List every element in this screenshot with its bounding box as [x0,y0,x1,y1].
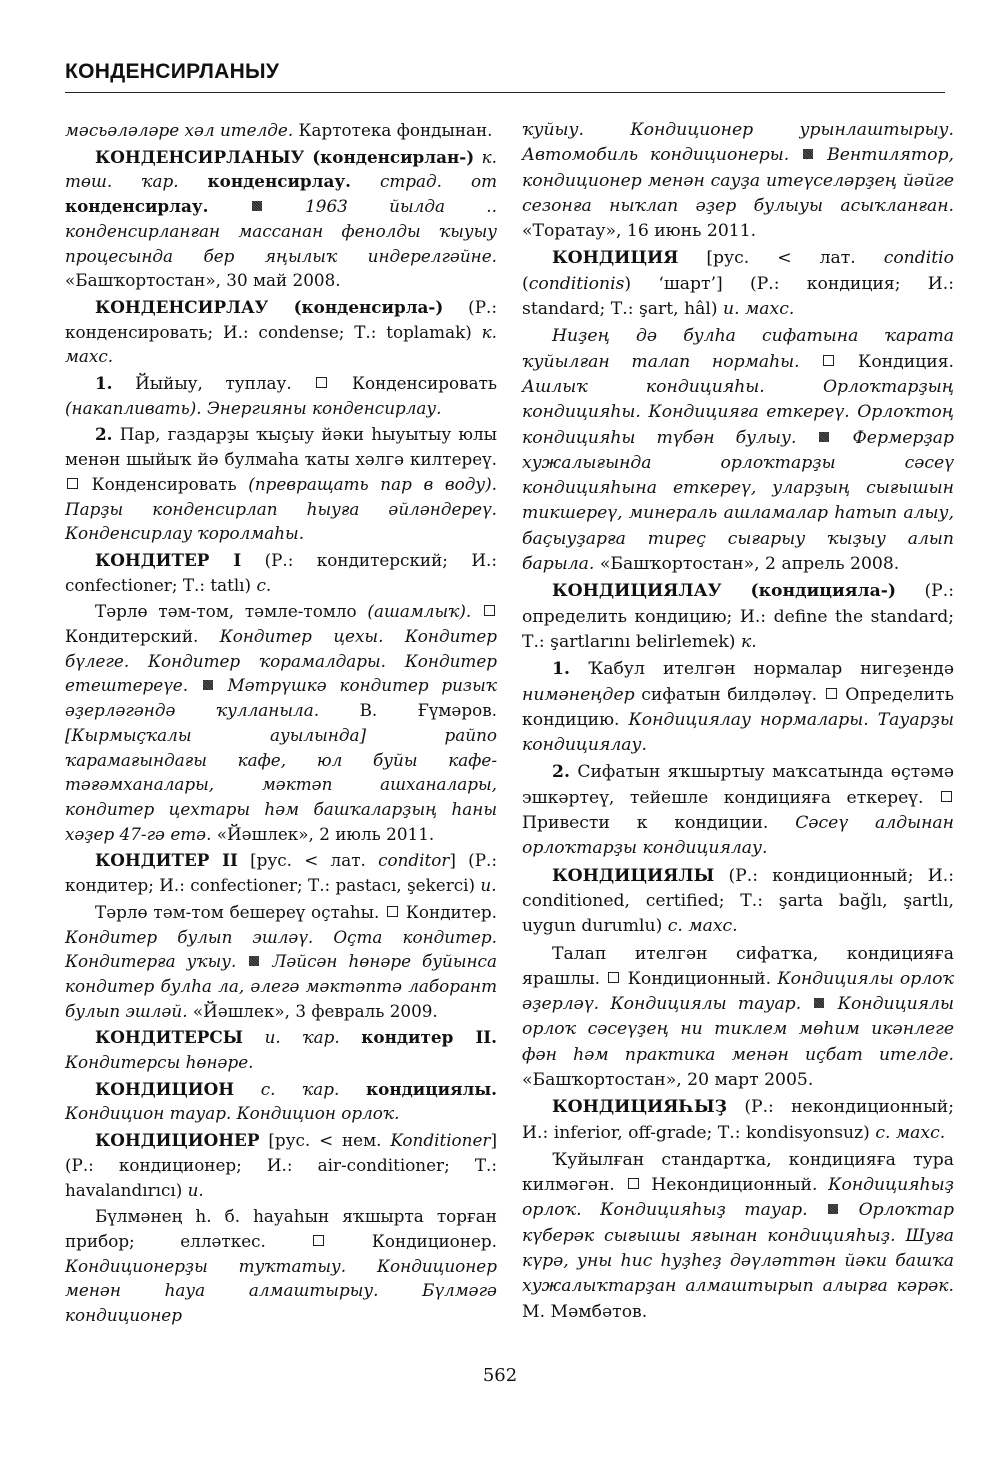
definition: Бүлмәнең һ. б. һауаһын яҡшырта торған прибор; елләткес. Кондиционер. Кондиционерҙы туҡтатыу. Кондиционер менән һауа алмаштырыу. Бүлмәгә кондиционер [65,1206,497,1326]
entry-kondiciyaly: КОНДИЦИЯЛЫ (Р.: кондиционный; И.: conditioned, certified; Т.: şarta bağlı, şartlı, uygun durumlu) с. махс. [522,865,954,937]
sense-2: 2. Сифатын яҡшыртыу маҡсатында өҫтәмә эшкәртеү, тейешле кондицияға еткереү. Привести к кондиции. Сәсеү алдынан орлоҡтарҙы кондициялау. [522,762,954,859]
entry-kondiciya: КОНДИЦИЯ [рус. < лат. conditio (conditionis) ‘шарт’] (Р.: кондиция; И.: standard; Т.: şart, hâl) и. махс. [522,248,954,320]
headword: КОНДЕНСИРЛАНЫУ (конденсирлан-) [95,146,475,167]
translation-marker-icon [484,605,495,616]
entry-kondensirlau: КОНДЕНСИРЛАУ (конденсирла-) (Р.: конденсировать; И.: condense; Т.: toplamak) к. махс. [65,296,497,367]
definition: Тәрлө тәм-том, тәмле-томло (ашамлыҡ). Кондитерский. Кондитер цехы. Кондитер бүлеге. Кондитер ҡорамалдары. Кондитер етештереүе. Мәтрүшкә кондитер ризыҡ әҙерләгәндә ҡулланыла. В. Ғүмәров. [Кырмыҫҡалы ауылында] райпо ҡарамағындағы кафе, юл буйы кафе-тәғәмханалары, мәктәп ашханалары, кондитер цехтары һәм башҡаларҙың һаны хәҙер 47-гә етә. «Йәшлек», 2 июль 2011. [65,601,497,844]
headword: КОНДИЦИЯЛАУ (кондицияла-) [552,581,896,602]
entry-kondensirlanyu: КОНДЕНСИРЛАНЫУ (конденсирлан-) к. төш. ҡар. конденсирлау. страд. от конденсирлау. 1963 йылда .. конденсирланған массанан фенолды ҡыуыу процесында бер яңылыҡ индерелгәйне. «Башҡортостан», 30 май 2008. [65,146,497,291]
translation-marker-icon [67,478,78,489]
headword: КОНДИТЕРСЫ [95,1027,243,1048]
definition: Ниҙең дә булһа сифатына ҡарата ҡуйылған талап нормаһы. Кондиция. Ашлыҡ кондицияһы. Орлоҡтарҙың кондицияһы. Кондицияға еткереү. Орлоҡтоң кондицияһы түбән булыу. Фермерҙар хужалығында орлоҡтарҙы сәсеү кондицияһына еткереү, уларҙың сығышын тикшереү, минераль ашламалар һатып алыу, баҫыуҙарға тиреҫ сығарыу ҡыҙыу алып барыла. «Башҡортостан», 2 апрель 2008. [522,326,955,575]
page-header [65,60,945,93]
sense-1: 1. Йыйыу, туплау. Конденсировать (накапливать). Энергияны конденсирлау. [65,373,498,418]
example-marker-icon [814,998,824,1008]
entry-continuation: ҡуйыу. Кондиционер урынлаштырыу. Автомобиль кондиционеры. Вентилятор, кондиционер менән сауҙа итеүселәрҙең йәйге сезонға ныҡлап әҙер булыуы асыҡланған. «Торатау», 16 июнь 2011. [522,120,954,242]
headword: КОНДИЦИЯЛЫ [552,865,715,886]
translation-marker-icon [941,791,952,802]
entry-kondicioner: КОНДИЦИОНЕР [рус. < нем. Konditioner] (Р.: кондиционер; И.: air-conditioner; Т.: havalandırıcı) и. [65,1130,497,1200]
headword: КОНДИЦИЯҺЫҘ [552,1097,728,1118]
translation-marker-icon [316,377,327,388]
translation-marker-icon [628,1178,639,1189]
headword: КОНДИТЕР I [95,549,242,570]
entry-konditer-1: КОНДИТЕР I (Р.: кондитерский; И.: confectioner; Т.: tatlı) с. [65,549,497,595]
entry-kondiciyahyz: КОНДИЦИЯҺЫҘ (Р.: некондиционный; И.: inferior, off-grade; Т.: kondisyonsuz) с. махс. [522,1097,954,1143]
example-marker-icon [819,432,829,442]
example-marker-icon [203,680,213,690]
entry-konditersy: КОНДИТЕРСЫ и. ҡар. кондитер II. Кондитерсы һөнәре. [65,1027,497,1073]
example-marker-icon [803,149,813,159]
example-marker-icon [828,1204,838,1214]
translation-marker-icon [387,906,398,917]
headword: КОНДЕНСИРЛАУ (конденсирла-) [95,296,444,317]
definition: Тәрлө тәм-том бешереү оҫтаһы. Кондитер. Кондитер булып эшләү. Оҫта кондитер. Кондитерға уҡыу. Ләйсән һөнәре буйынса кондитер булһа ла, әлегә мәктәптә лаборант булып эшләй. «Йәшлек», 3 февраль 2009. [65,901,498,1021]
headword: КОНДИЦИОНЕР [95,1130,260,1151]
right-column [522,118,954,1327]
sense-1: 1. Ҡабул ителгән нормалар нигеҙендә нимәнеңдер сифатын билдәләү. Определить кондицию. Кондициялау нормалары. Тауарҙы кондициялау. [522,659,955,756]
page-number: 562 [482,1365,518,1386]
definition: Талап ителгән сифатҡа, кондицияға ярашлы. Кондиционный. Кондициялы орлоҡ әҙерләү. Кондициялы тауар. Кондициялы орлоҡ сәсеүҙең ни тиклем мөһим икәнлеге фән һәм практика менән иҫбат ителде. «Башҡортостан», 20 март 2005. [522,943,954,1090]
sense-2: 2. Пар, газдарҙы ҡыҫыу йәки һыуытыу юлы менән шыйыҡ йә булмаһа ҡаты хәлгә килтереү. Конденсировать (превращать пар в воду). Парҙы конденсирлап һыуға әйләндереү. Конденсирлау ҡоролмаһы. [65,424,497,544]
headword: КОНДИТЕР II [95,850,238,871]
translation-marker-icon [313,1235,324,1246]
left-column [65,118,497,1330]
entry-konditer-2: КОНДИТЕР II [рус. < лат. conditor] (Р.: кондитер; И.: confectioner; Т.: pastacı, şekerci) и. [65,850,497,896]
running-head: КОНДЕНСИРЛАНЫУ [65,60,280,83]
entry-kondiciyalau: КОНДИЦИЯЛАУ (кондицияла-) (Р.: определить кондицию; И.: define the standard; Т.: şartlarını belirlemek) к. [522,581,954,652]
translation-marker-icon [823,355,834,366]
translation-marker-icon [608,972,619,983]
headword: КОНДИЦИЯ [552,248,679,269]
headword: КОНДИЦИОН [95,1078,235,1099]
definition: Ҡуйылған стандартҡа, кондицияға тура килмәгән. Некондиционный. Кондицияһыҙ орлоҡ. Кондицияһыҙ тауар. Орлоҡтар күберәк сығышы яғынан кондицияһыҙ. Шуға күрә, уны һис һуҙһеҙ дәүләттән йәки башҡа хужалыҡтарҙан алмаштырып алырға кәрәк. М. Мәмбәтов. [522,1149,955,1322]
example-marker-icon [249,956,259,966]
example-marker-icon [252,201,262,211]
translation-marker-icon [826,688,837,699]
entry-continuation: мәсьәләләре хәл ителде. Картотека фондынан. [65,120,493,140]
entry-kondicion: КОНДИЦИОН с. ҡар. кондициялы. Кондицион тауар. Кондицион орлоҡ. [65,1078,497,1124]
